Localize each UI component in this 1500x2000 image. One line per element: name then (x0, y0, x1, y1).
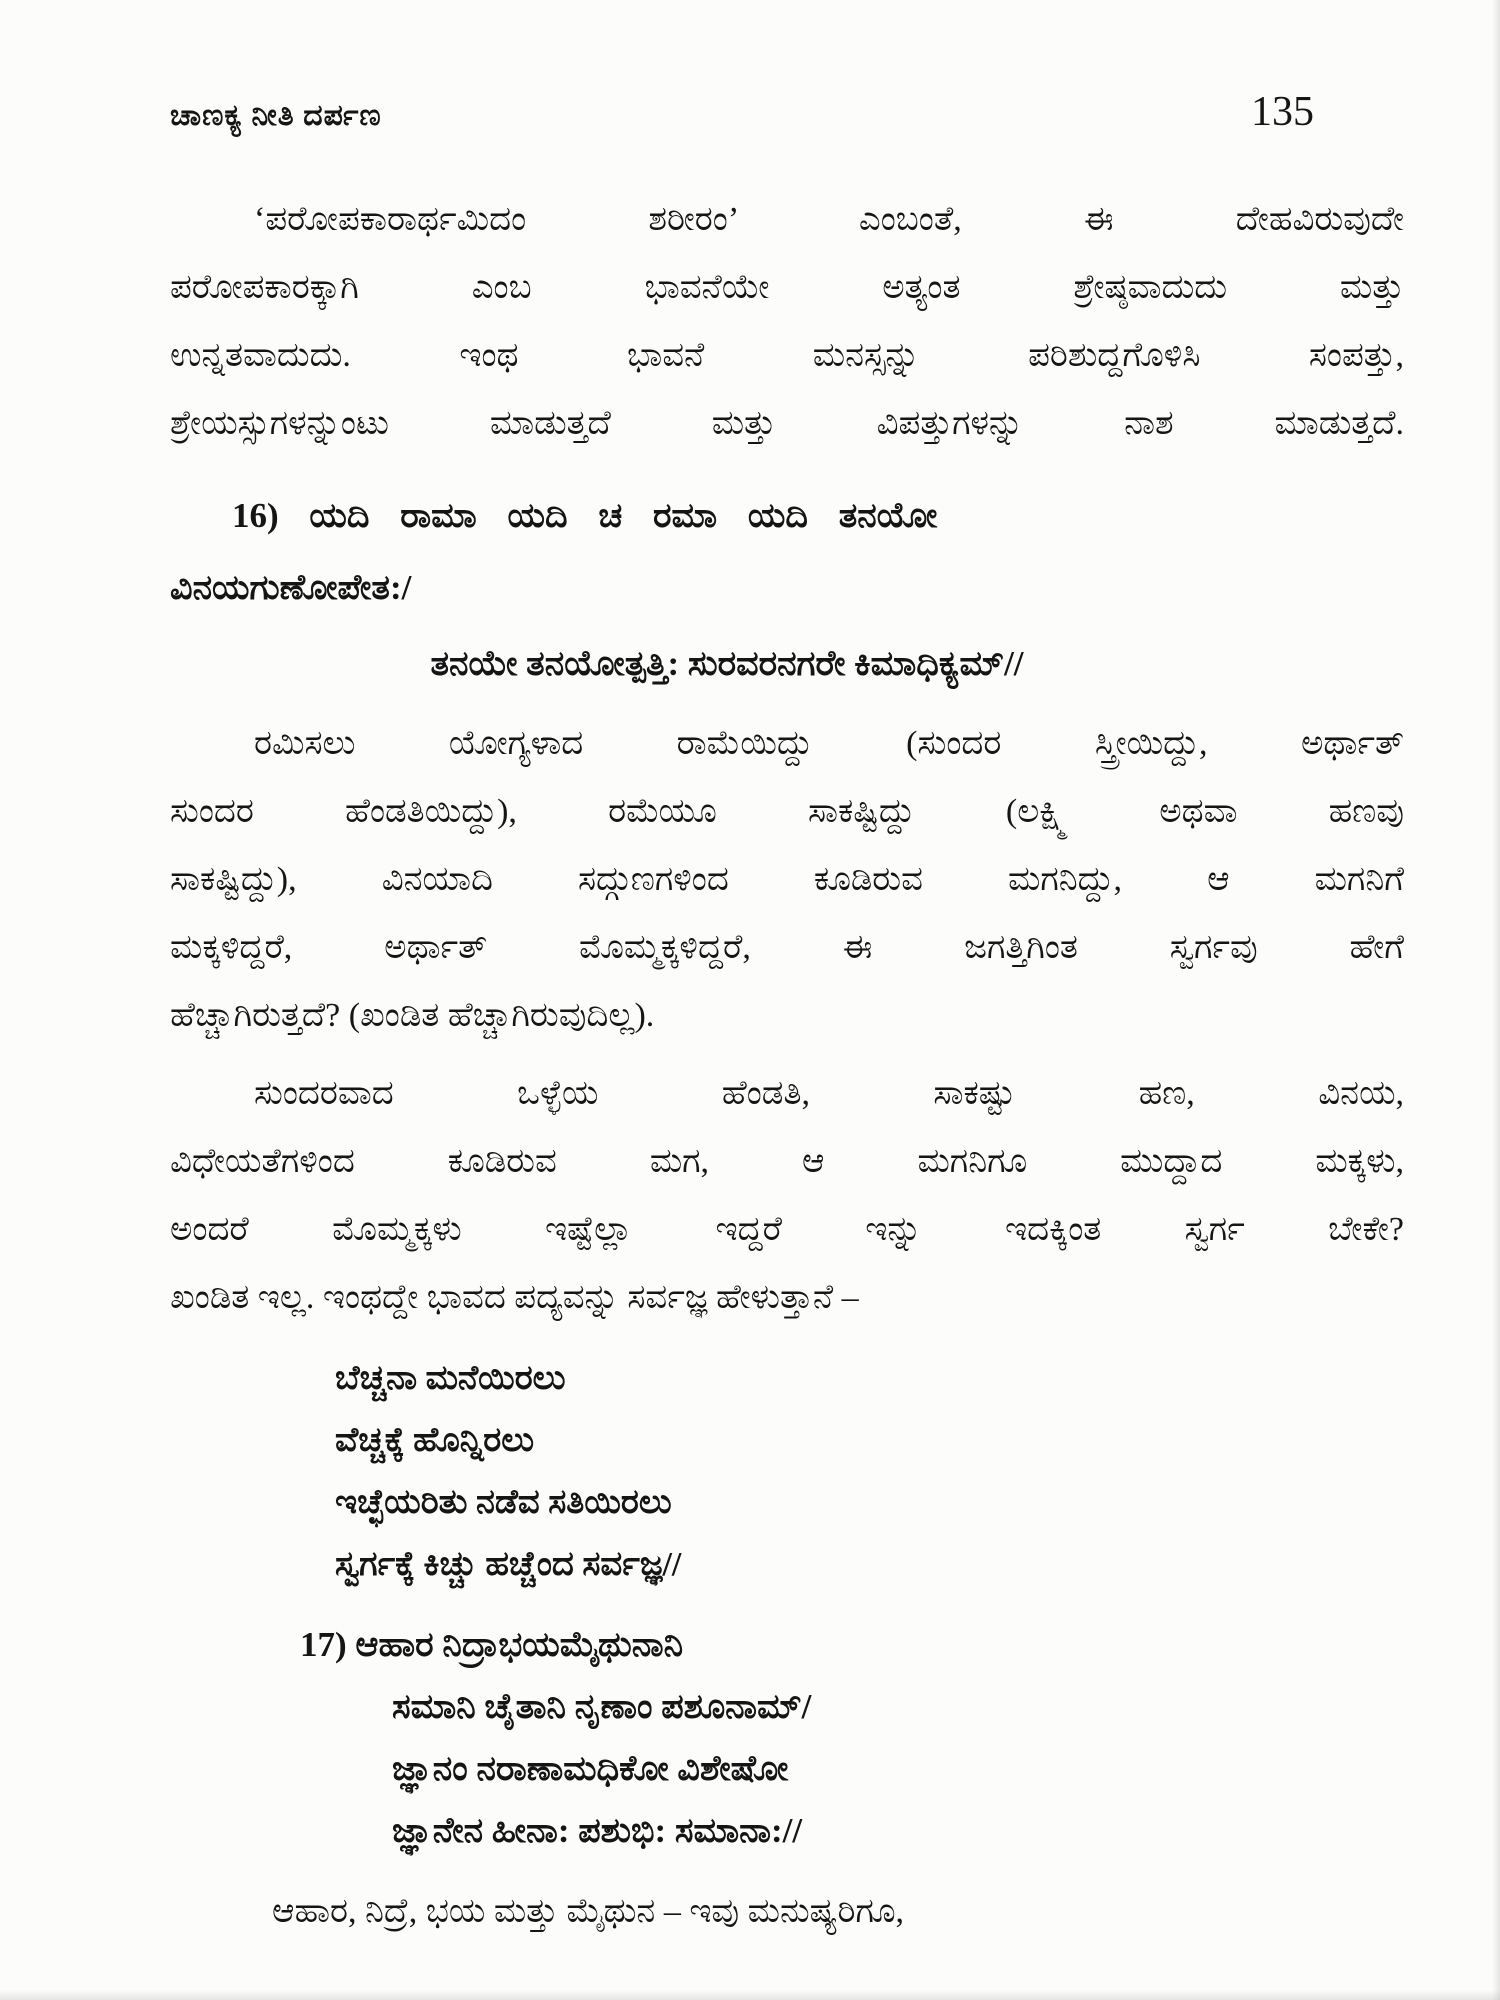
verse-17 (170, 1614, 1404, 1862)
paragraph-meaning-16 (170, 710, 1404, 1050)
text-line: ಮಕ್ಕಳಿದ್ದರೆ, ಅರ್ಥಾತ್ ಮೊಮ್ಮಕ್ಕಳಿದ್ದರೆ, ಈ ಜಗತ್ತಿಗಿಂತ ಸ್ವರ್ಗವು ಹೇಗೆ (170, 929, 1404, 966)
text-line: ಅಂದರೆ ಮೊಮ್ಮಕ್ಕಳು ಇಷ್ಟೆಲ್ಲಾ ಇದ್ದರೆ ಇನ್ನು ಇದಕ್ಕಿಂತ ಸ್ವರ್ಗ ಬೇಕೇ? (170, 1211, 1404, 1248)
verse-line: 17) ಆಹಾರ ನಿದ್ರಾಭಯಮೈಥುನಾನಿ (300, 1625, 684, 1664)
text-line: ಸಾಕಷ್ಟಿದ್ದು), ವಿನಯಾದಿ ಸದ್ಗುಣಗಳಿಂದ ಕೂಡಿರುವ ಮಗನಿದ್ದು, ಆ ಮಗನಿಗೆ (170, 861, 1404, 898)
text-line: ಆಹಾರ, ನಿದ್ರೆ, ಭಯ ಮತ್ತು ಮೈಥುನ – ಇವು ಮನುಷ್ಯರಿಗೂ, (272, 1893, 905, 1930)
page-header (170, 88, 1404, 136)
verse-16 (170, 480, 1404, 700)
verse-line: ಜ್ಞಾನಂ ನರಾಣಾಮಧಿಕೋ ವಿಶೇಷೋ (392, 1749, 789, 1788)
paragraph-meaning-17 (170, 1878, 1404, 1946)
text-line: ವಿಧೇಯತೆಗಳಿಂದ ಕೂಡಿರುವ ಮಗ, ಆ ಮಗನಿಗೂ ಮುದ್ದಾದ ಮಕ್ಕಳು, (170, 1143, 1404, 1180)
text-line: ಖಂಡಿತ ಇಲ್ಲ. ಇಂಥದ್ದೇ ಭಾವದ ಪದ್ಯವನ್ನು ಸರ್ವಜ್ಞ ಹೇಳುತ್ತಾನೆ – (170, 1279, 859, 1316)
text-line: ಉನ್ನತವಾದುದು. ಇಂಥ ಭಾವನೆ ಮನಸ್ಸನ್ನು ಪರಿಶುದ್ದಗೊಳಿಸಿ ಸಂಪತ್ತು, (170, 337, 1404, 374)
verse-line: 16) ಯದಿ ರಾಮಾ ಯದಿ ಚ ರಮಾ ಯದಿ ತನಯೋ (232, 496, 938, 535)
verse-line: ಸಮಾನಿ ಚೈತಾನಿ ನೃಣಾಂ ಪಶೂನಾಮ್/ (392, 1687, 812, 1726)
verse-line: ಜ್ಞಾನೇನ ಹೀನಾ: ಪಶುಭಿ: ಸಮಾನಾ:// (392, 1811, 803, 1850)
poem-line: ವೆಚ್ಚಕ್ಕೆ ಹೊನ್ನಿರಲು (335, 1422, 535, 1459)
text-line: ಶ್ರೇಯಸ್ಸುಗಳನ್ನುಂಟು ಮಾಡುತ್ತದೆ ಮತ್ತು ವಿಪತ್ತುಗಳನ್ನು ನಾಶ ಮಾಡುತ್ತದೆ. (170, 405, 1404, 442)
poem-line: ಬೆಚ್ಚನಾ ಮನೆಯಿರಲು (335, 1360, 566, 1397)
page-body (170, 186, 1404, 1946)
poem-line: ಇಚ್ಛೆಯರಿತು ನಡೆವ ಸತಿಯಿರಲು (335, 1484, 672, 1521)
verse-line: ವಿನಯಗುಣೋಪೇತ:/ (170, 568, 412, 607)
scan-edge-artifact (0, 1990, 1500, 2000)
text-line: ಹೆಚ್ಚಾಗಿರುತ್ತದೆ? (ಖಂಡಿತ ಹೆಚ್ಚಾಗಿರುವುದಿಲ್ಲ). (170, 997, 655, 1034)
text-line: ಪರೋಪಕಾರಕ್ಕಾಗಿ ಎಂಬ ಭಾವನೆಯೇ ಅತ್ಯಂತ ಶ್ರೇಷ್ಠವಾದುದು ಮತ್ತು (170, 269, 1404, 306)
paragraph-commentary-16 (170, 1060, 1404, 1332)
page-number: 135 (1251, 89, 1314, 135)
text-line: ರಮಿಸಲು ಯೋಗ್ಯಳಾದ ರಾಮೆಯಿದ್ದು (ಸುಂದರ ಸ್ತ್ರೀಯಿದ್ದು, ಅರ್ಥಾತ್ (254, 725, 1404, 762)
text-line: ಸುಂದರ ಹೆಂಡತಿಯಿದ್ದು), ರಮೆಯೂ ಸಾಕಷ್ಟಿದ್ದು (ಲಕ್ಷ್ಮಿ ಅಥವಾ ಹಣವು (170, 793, 1404, 830)
book-title: ಚಾಣಕ್ಯ ನೀತಿ ದರ್ಪಣ (170, 99, 382, 132)
poem-line: ಸ್ವರ್ಗಕ್ಕೆ ಕಿಚ್ಚು ಹಚ್ಚೆಂದ ಸರ್ವಜ್ಞ// (335, 1546, 682, 1583)
text-line: ಸುಂದರವಾದ ಒಳ್ಳೆಯ ಹೆಂಡತಿ, ಸಾಕಷ್ಟು ಹಣ, ವಿನಯ, (254, 1075, 1404, 1112)
paragraph-intro (170, 186, 1404, 458)
sarvajna-poem (170, 1348, 1404, 1596)
verse-line: ತನಯೇ ತನಯೋತ್ಪತ್ತಿ: ಸುರವರನಗರೇ ಕಿಮಾಧಿಕ್ಯಮ್// (430, 644, 1024, 683)
scan-edge-artifact (1492, 0, 1500, 2000)
text-line: ‘ಪರೋಪಕಾರಾರ್ಥಮಿದಂ ಶರೀರಂ’ ಎಂಬಂತೆ, ಈ ದೇಹವಿರುವುದೇ (254, 201, 1404, 238)
